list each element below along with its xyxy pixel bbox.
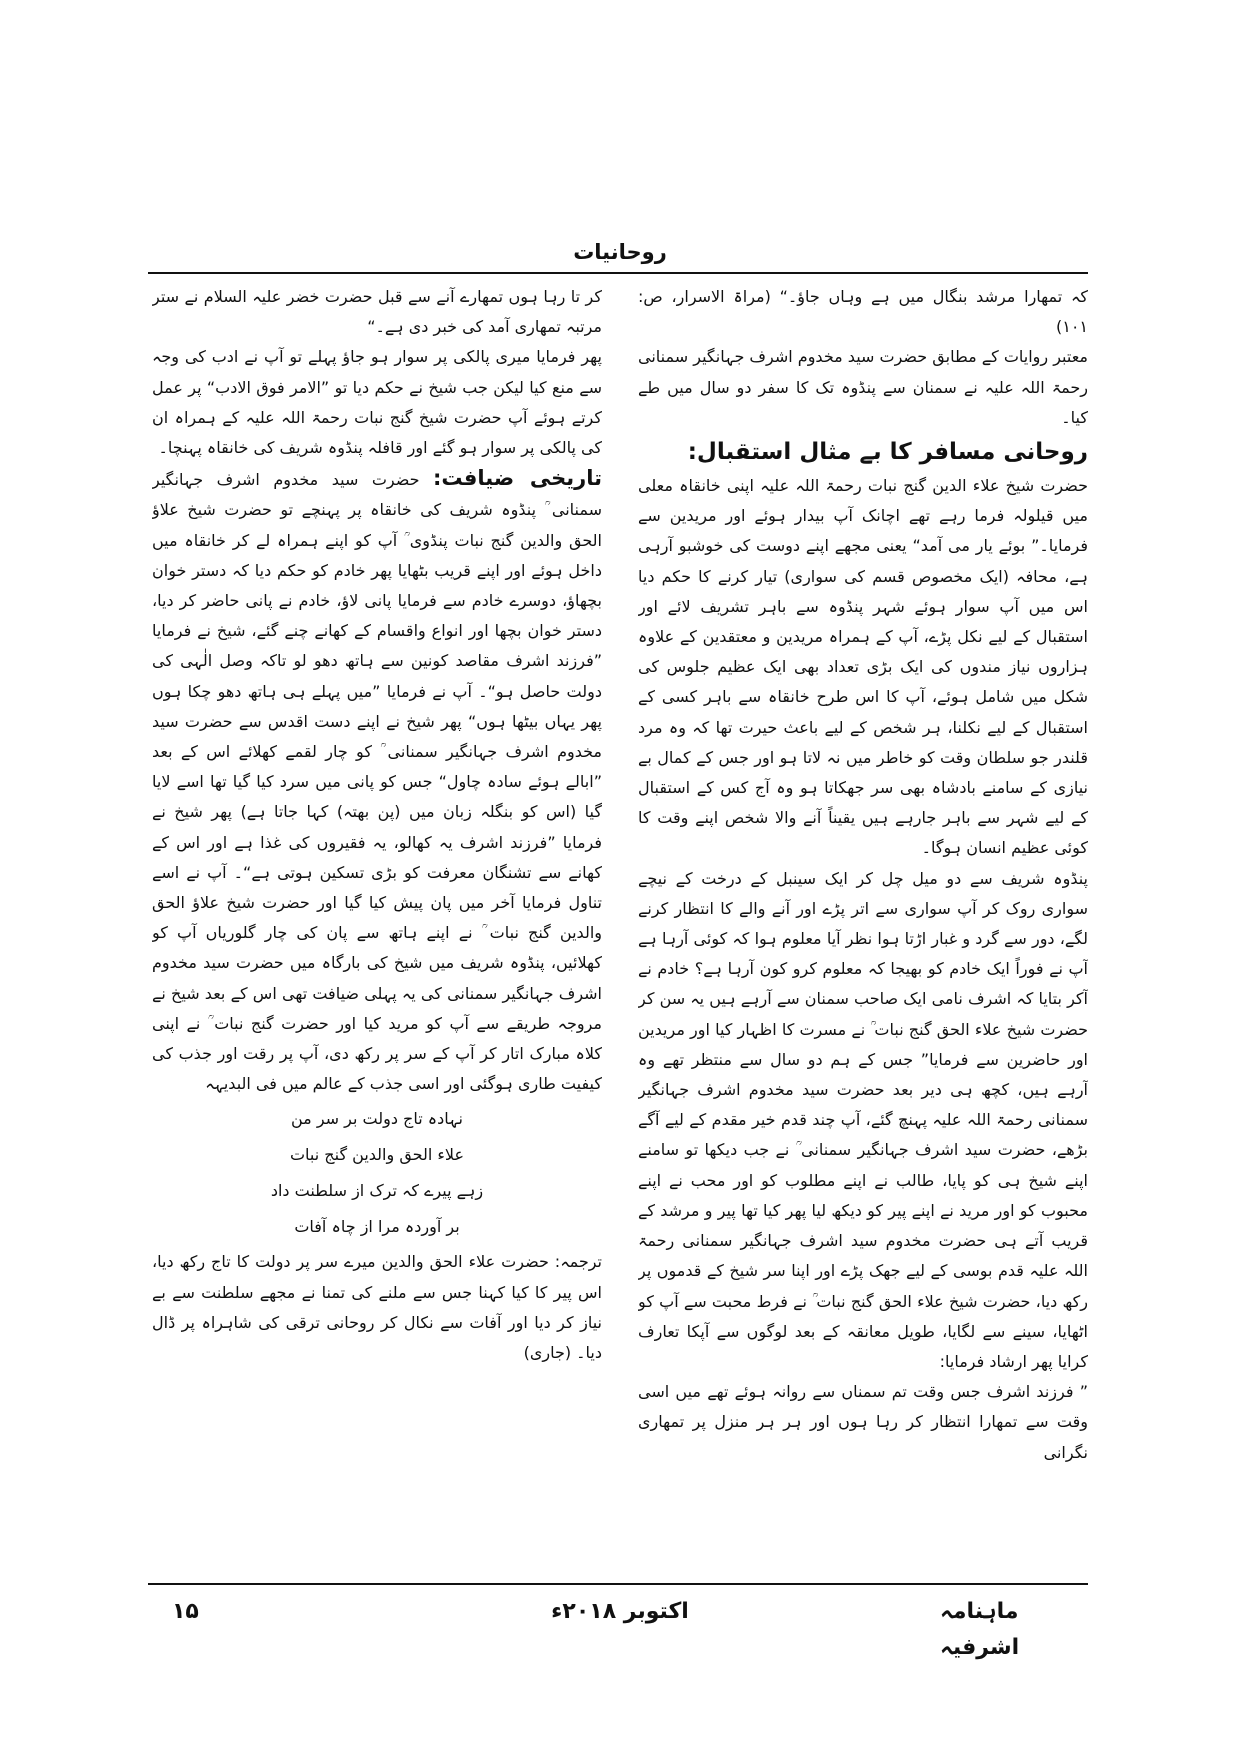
right-para-2: معتبر روایات کے مطابق حضرت سید مخدوم اشرف جہانگیر سمنانی رحمۃ اللہ علیہ نے سمنان سے پنڈوہ تک کا سفر دو سال میں طے کیا۔ [638,347,1088,427]
left-para-3-wrapper [152,463,602,1099]
right-column [638,282,1088,1574]
footer-divider [148,1583,1088,1585]
poem-line: علاء الحق والدین گنج نبات [289,1145,465,1165]
poem-line: نہادہ تاج دولت بر سر من [291,1109,463,1129]
poem-line: زہے پیرے کہ ترک از سلطنت داد [270,1181,484,1201]
issue-date: اکتوبر ۲۰۱۸ء [551,1599,689,1624]
left-para-1: کر تا رہا ہوں تمھارے آنے سے قبل حضرت خضر علیہ السلام نے ستر مرتبہ تمھاری آمد کی خبر دی ہے۔“ [152,287,602,337]
poem-line: بر آوردہ مرا از چاہ آفات [294,1217,460,1237]
section-heading-feast: تاریخی ضیافت: [433,466,602,491]
left-para-2: پھر فرمایا میری پالکی پر سوار ہو جاؤ پہلے تو آپ نے ادب کی وجہ سے منع کیا لیکن جب شیخ نے حکم دیا تو ”الامر فوق الادب“ پر عمل کرتے ہوئے آپ حضرت شیخ گنج نبات رحمۃ اللہ علیہ کے ہمراہ ان کی پالکی پر سوار ہو گئے اور قافلہ پنڈوہ شریف کی خانقاہ پہنچا۔ [152,347,602,458]
poem-translation: ترجمہ: حضرت علاء الحق والدین میرے سر پر دولت کا تاج رکھ دیا، اس پیر کا کیا کہنا جس سے ملنے کی تمنا نے مجھے سلطنت سے بے نیاز کر دیا اور آفات سے نکال کر روحانی ترقی کی شاہراہ پر ڈال دیا۔ (جاری) [152,1252,602,1363]
magazine-name: ماہنامہ اشرفیہ [940,1599,1020,1660]
page-number: ۱۵ [172,1599,199,1624]
right-para-1: کہ تمھارا مرشد بنگال میں ہے وہاں جاؤ۔“ (مراۃ الاسرار، ص: ۱۰۱) [638,287,1088,337]
left-para-3: حضرت سید مخدوم اشرف جہانگیر سمنانی ؒ پنڈوہ شریف کی خانقاہ پر پہنچے تو حضرت شیخ علاؤ الحق والدین گنج نبات پنڈوی ؒ آپ کو اپنے ہمراہ لے کر خانقاہ میں داخل ہوئے اور اپنے قریب بٹھایا پھر خادم کو حکم دیا کہ دستر خوان بچھاؤ، دوسرے خادم سے فرمایا پانی لاؤ، خادم نے پانی حاضر کر دیا، دستر خوان بچھا اور انواع واقسام کے کھانے چنے گئے، شیخ نے فرمایا ”فرزند اشرف مقاصد کونین سے ہاتھ دھو لو تاکہ وصل الٰہی کی دولت حاصل ہو“۔ آپ نے فرمایا ”میں پہلے ہی ہاتھ دھو چکا ہوں پھر یہاں بیٹھا ہوں“ پھر شیخ نے اپنے دست اقدس سے حضرت سید مخدوم اشرف جہانگیر سمنانی ؒ کو چار لقمے کھلائے اس کے بعد ”ابالے ہوئے سادہ چاول“ جس کو پانی میں سرد کیا گیا تھا اسے لایا گیا (اس کو بنگلہ زبان میں (پن بھتہ) کہا جاتا ہے) پھر شیخ نے فرمایا ”فرزند اشرف یہ کھالو، یہ فقیروں کی غذا ہے اور اس کے کھانے سے تشنگان معرفت کو بڑی تسکین ہوتی ہے“۔ آپ نے اسے تناول فرمایا آخر میں پان پیش کیا گیا اور حضرت شیخ علاؤ الحق والدین گنج نبات ؒ نے اپنے ہاتھ سے پان کی چار گلوریاں آپ کو کھلائیں، پنڈوہ شریف میں شیخ کی بارگاہ میں حضرت سید مخدوم اشرف جہانگیر سمنانی کی یہ پہلی ضیافت تھی اس کے بعد شیخ نے مروجہ طریقے سے آپ کو مرید کیا اور حضرت گنج نبات ؒ نے اپنی کلاہ مبارک اتار کر آپ کے سر پر رکھ دی، آپ پر رقت اور جذب کی کیفیت طاری ہوگئی اور اسی جذب کے عالم میں فی البدیہہ [152,470,602,1094]
page-title: روحانیات [573,240,667,264]
header-divider [148,272,1088,274]
right-para-5: ” فرزند اشرف جس وقت تم سمناں سے روانہ ہوئے تھے میں اسی وقت سے تمھارا انتظار کر رہا ہوں اور ہر ہر منزل پر تمھاری نگرانی [638,1382,1088,1462]
right-para-3: حضرت شیخ علاء الدین گنج نبات رحمۃ اللہ علیہ اپنی خانقاہ معلی میں قیلولہ فرما رہے تھے اچانک آپ بیدار ہوئے اور مریدین سے فرمایا۔” بوئے یار می آمد“ یعنی مجھے اپنے دوست کی خوشبو آرہی ہے، محافہ (ایک مخصوص قسم کی سواری) تیار کرنے کا حکم دیا اس میں آپ سوار ہوئے شہر پنڈوہ سے باہر تشریف لائے اور استقبال کے لیے نکل پڑے، آپ کے ہمراہ مریدین و معتقدین کے علاوہ ہزاروں نیاز مندوں کی ایک بڑی تعداد بھی ایک عظیم جلوس کی شکل میں شامل ہوئے، آپ کا اس طرح خانقاہ سے باہر کسی کے استقبال کے لیے نکلنا، ہر شخص کے لیے باعث حیرت تھا کہ وہ مرد قلندر جو سلطان وقت کو خاطر میں نہ لاتا ہو اور جس کے کمال بے نیازی کے سامنے بادشاہ بھی سر جھکاتا ہو وہ آج کس کے استقبال کے لیے شہر سے باہر جارہے ہیں یقیناً آنے والا شخص اپنے وقت کا کوئی عظیم انسان ہوگا۔ [638,476,1088,858]
right-para-4: پنڈوہ شریف سے دو میل چل کر ایک سینبل کے درخت کے نیچے سواری روک کر آپ سواری سے اتر پڑے اور آنے والے کا انتظار کرنے لگے، دور سے گرد و غبار اڑتا ہوا نظر آیا معلوم ہوا کہ کوئی آرہا ہے آپ نے فوراً ایک خادم کو بھیجا کہ معلوم کرو کون آرہا ہے؟ خادم نے آکر بتایا کہ اشرف نامی ایک صاحب سمنان سے آرہے ہیں یہ سن کر حضرت شیخ علاء الحق گنج نبات ؒ نے مسرت کا اظہار کیا اور مریدین اور حاضرین سے فرمایا” جس کے ہم دو سال سے منتظر تھے وہ آرہے ہیں، کچھ ہی دیر بعد حضرت سید مخدوم اشرف جہانگیر سمنانی رحمۃ اللہ علیہ پہنچ گئے، آپ چند قدم خیر مقدم کے لیے آگے بڑھے، حضرت سید اشرف جہانگیر سمنانی ؒ نے جب دیکھا تو سامنے اپنے شیخ ہی کو پایا، طالب نے اپنے مطلوب کو اور محب نے اپنے محبوب کو اور مرید نے اپنے پیر کو دیکھ لیا پھر کیا تھا پیر و مرشد کے قریب آتے ہی حضرت مخدوم سید اشرف جہانگیر سمنانی رحمۃ اللہ علیہ قدم بوسی کے لیے جھک پڑے اور اپنا سر شیخ کے قدموں پر رکھ دیا، حضرت شیخ علاء الحق گنج نبات ؒ نے فرط محبت سے آپ کو اٹھایا، سینے سے لگایا، طویل معانقہ کے بعد لوگوں سے آپکا تعارف کرایا پھر ارشاد فرمایا: [638,868,1088,1371]
persian-poem [152,1101,602,1245]
section-heading-reception: روحانی مسافر کا بے مثال استقبال: [687,439,1088,466]
left-column [152,282,602,1574]
